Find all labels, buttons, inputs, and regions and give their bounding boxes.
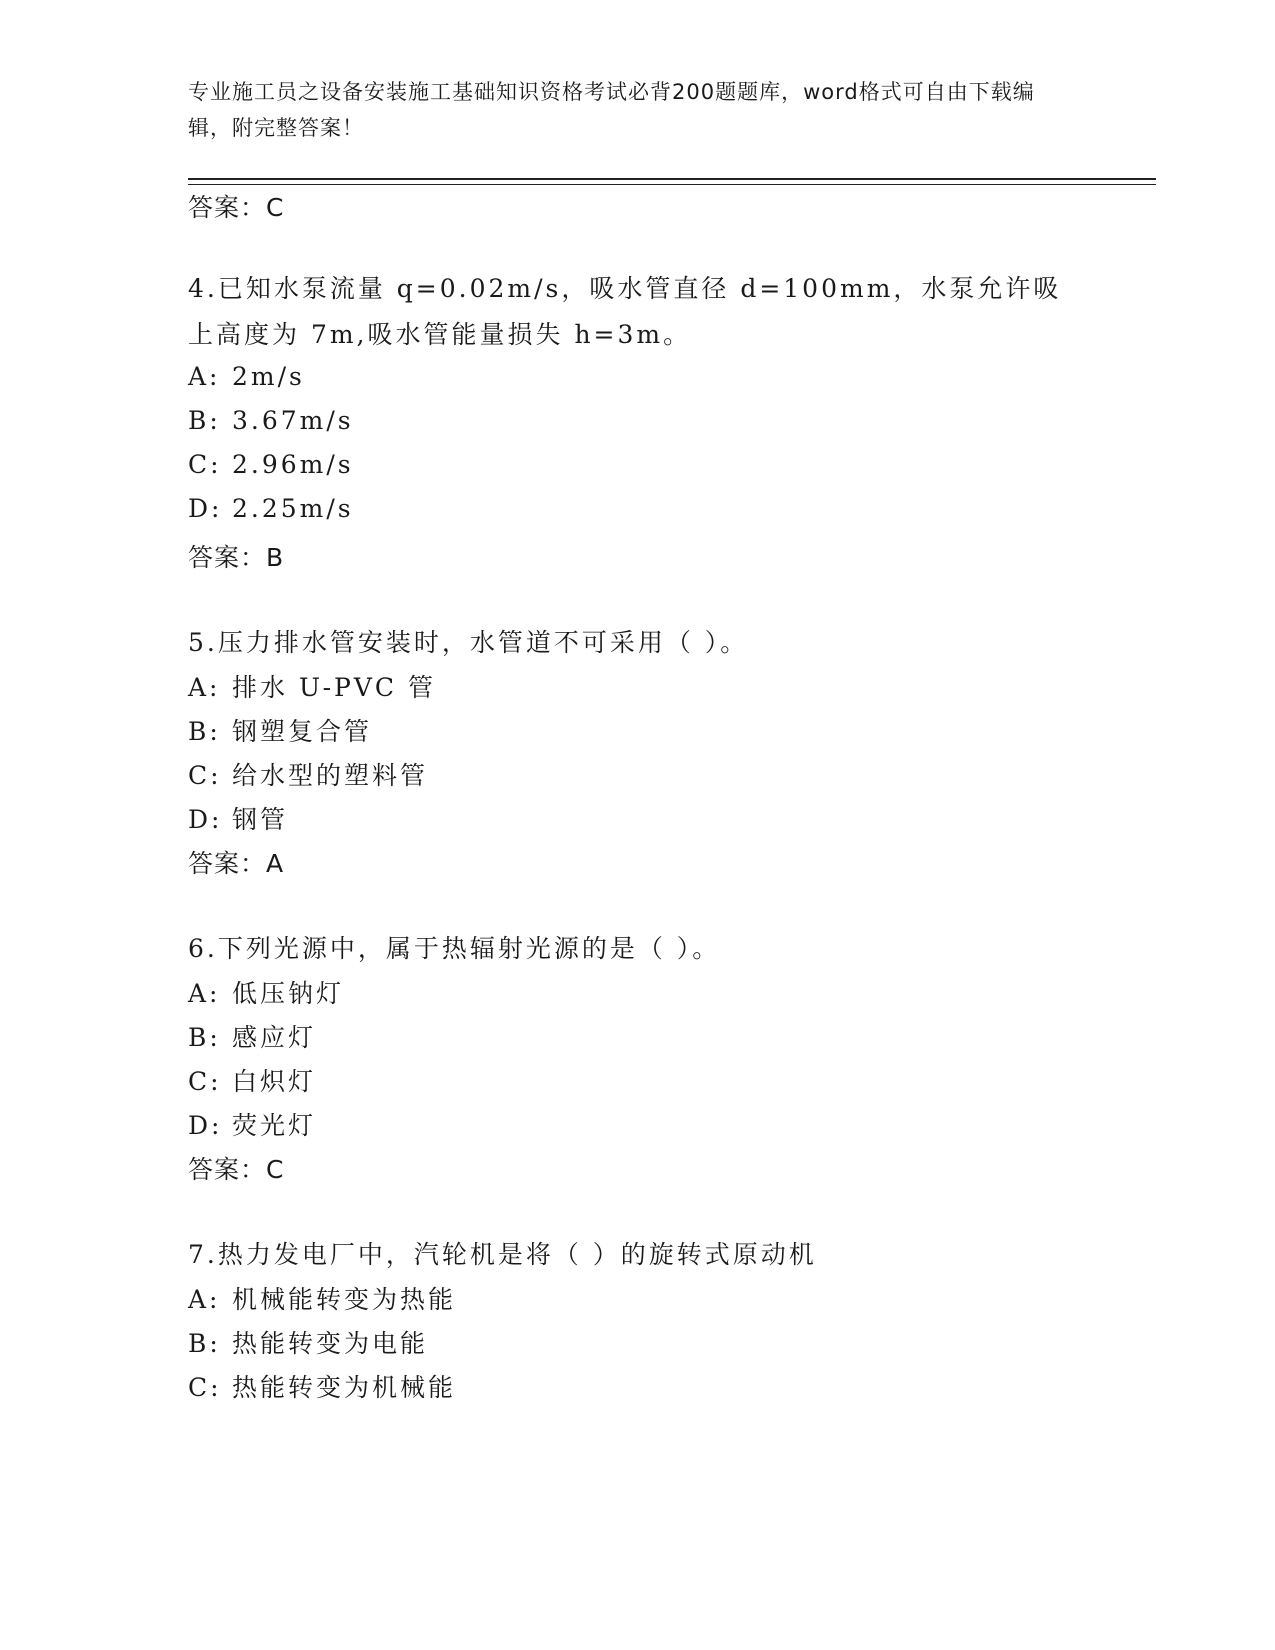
option-label: B: — [188, 1023, 221, 1052]
header-divider-thin — [188, 184, 1156, 185]
option-label: C: — [188, 450, 222, 479]
option-label: A: — [188, 362, 221, 391]
question-5-option-a — [188, 668, 436, 704]
option-label: A: — [188, 1285, 221, 1314]
question-6-answer: 答案：C — [188, 1155, 285, 1184]
question-4-answer: 答案：B — [188, 543, 285, 572]
option-text: 钢管 — [232, 805, 289, 834]
option-text: 感应灯 — [232, 1023, 317, 1052]
question-7-option-c — [188, 1368, 456, 1404]
question-7-option-b — [188, 1324, 428, 1360]
option-text: 排水 U-PVC 管 — [232, 673, 436, 702]
option-text: 2.96m/s — [232, 450, 354, 479]
header-divider-thick — [188, 178, 1156, 180]
question-5-stem: 5.压力排水管安装时，水管道不可采用（ ）。 — [188, 628, 749, 657]
question-4-stem: 4.已知水泵流量 q=0.02m/s，吸水管直径 d=100mm，水泵允许吸上高度为 7m,吸水管能量损失 h=3m。 — [188, 274, 1062, 349]
question-7-option-a — [188, 1280, 456, 1316]
option-label: A: — [188, 979, 221, 1008]
question-5-answer: 答案：A — [188, 849, 285, 878]
option-text: 机械能转变为热能 — [232, 1285, 457, 1314]
option-label: D: — [188, 805, 223, 834]
option-label: A: — [188, 673, 221, 702]
option-text: 荧光灯 — [232, 1111, 317, 1140]
option-text: 2.25m/s — [232, 494, 354, 523]
question-6-option-b — [188, 1018, 316, 1054]
option-text: 钢塑复合管 — [232, 717, 373, 746]
option-text: 低压钠灯 — [232, 979, 345, 1008]
question-6-stem: 6.下列光源中，属于热辐射光源的是（ ）。 — [188, 934, 721, 963]
option-label: D: — [188, 494, 223, 523]
option-label: B: — [188, 406, 221, 435]
option-text: 热能转变为电能 — [232, 1329, 429, 1358]
option-text: 给水型的塑料管 — [232, 761, 429, 790]
question-4-option-c — [188, 450, 354, 479]
option-label: D: — [188, 1111, 223, 1140]
question-5-option-d — [188, 800, 288, 836]
option-label: C: — [188, 1067, 222, 1096]
option-text: 2m/s — [232, 362, 305, 391]
question-6-option-d — [188, 1106, 316, 1142]
option-label: C: — [188, 1373, 222, 1402]
question-5-option-b — [188, 712, 372, 748]
question-6-option-a — [188, 974, 344, 1010]
answer-previous: 答案：C — [188, 193, 285, 222]
option-label: C: — [188, 761, 222, 790]
option-text: 3.67m/s — [232, 406, 354, 435]
option-text: 热能转变为机械能 — [232, 1373, 457, 1402]
question-4-option-a — [188, 362, 305, 391]
question-4-option-d — [188, 494, 354, 523]
question-5-option-c — [188, 756, 428, 792]
document-header: 专业施工员之设备安装施工基础知识资格考试必背200题题库，word格式可自由下载编辑，附完整答案！ — [188, 80, 1035, 140]
option-label: B: — [188, 1329, 221, 1358]
question-6-option-c — [188, 1062, 316, 1098]
question-7-stem: 7.热力发电厂中，汽轮机是将（ ）的旋转式原动机 — [188, 1240, 817, 1269]
option-label: B: — [188, 717, 221, 746]
option-text: 白炽灯 — [232, 1067, 317, 1096]
question-4-option-b — [188, 406, 354, 435]
